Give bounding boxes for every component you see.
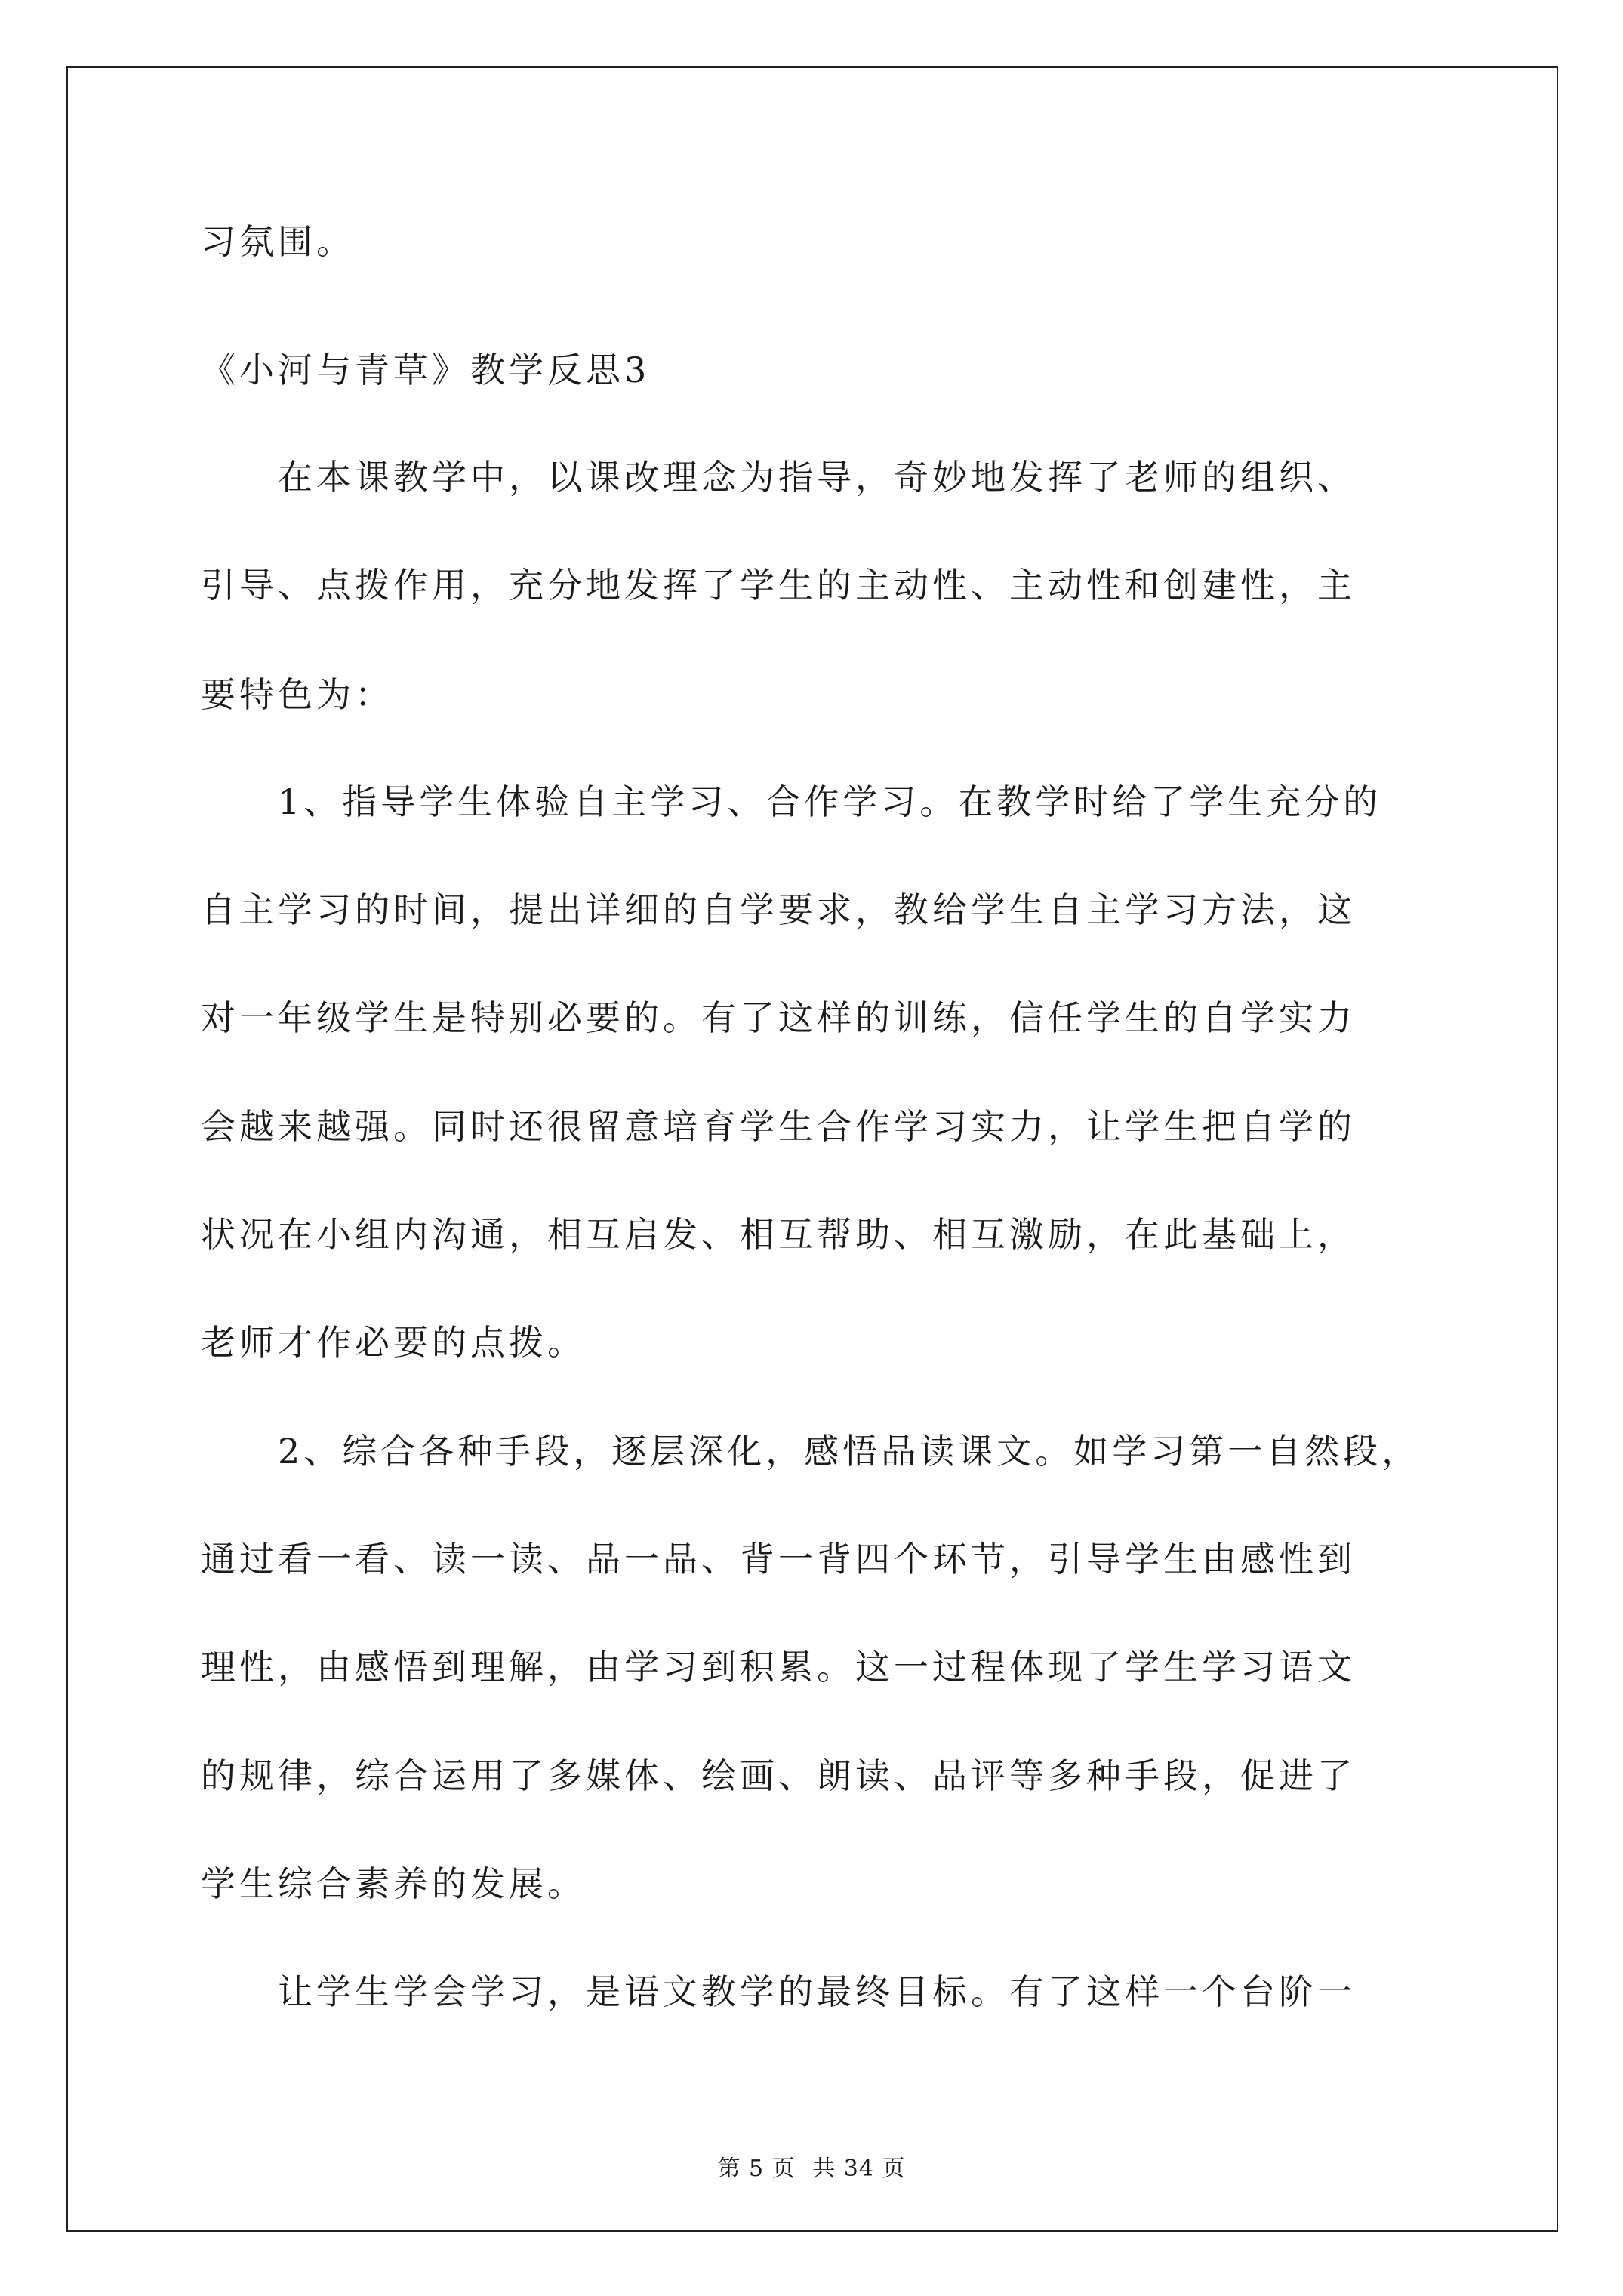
- page-footer: [0, 2154, 1623, 2184]
- text-line: 在本课教学中，以课改理念为指导，奇妙地发挥了老师的组织、: [201, 457, 1356, 498]
- text-line: 引导、点拨作用，充分地发挥了学生的主动性、主动性和创建性，主: [201, 565, 1356, 606]
- section-heading: 《小河与青草》教学反思3: [201, 350, 651, 390]
- text-line: 状况在小组内沟通，相互启发、相互帮助、相互激励，在此基础上，: [201, 1214, 1356, 1255]
- text-line: 对一年级学生是特别必要的。有了这样的训练，信任学生的自学实力: [201, 997, 1356, 1038]
- text-line: 的规律，综合运用了多媒体、绘画、朗读、品评等多种手段，促进了: [201, 1755, 1356, 1796]
- text-line: 通过看一看、读一读、品一品、背一背四个环节，引导学生由感性到: [201, 1539, 1356, 1579]
- text-line: 让学生学会学习，是语文教学的最终目标。有了这样一个台阶一: [201, 1971, 1356, 2012]
- text-line: 自主学习的时间，提出详细的自学要求，教给学生自主学习方法，这: [201, 889, 1356, 930]
- page-number: 第 5 页: [717, 2156, 796, 2182]
- text-line: 理性，由感悟到理解，由学习到积累。这一过程体现了学生学习语文: [201, 1647, 1356, 1687]
- page-total: 共 34 页: [812, 2156, 906, 2182]
- text-line: 习氛围。: [201, 221, 355, 262]
- text-line: 老师才作必要的点拨。: [201, 1322, 586, 1363]
- text-line: 学生综合素养的发展。: [201, 1863, 586, 1904]
- text-line: 会越来越强。同时还很留意培育学生合作学习实力，让学生把自学的: [201, 1106, 1356, 1147]
- text-line: 要特色为：: [201, 674, 393, 715]
- text-line: 1、指导学生体验自主学习、合作学习。在教学时给了学生充分的: [201, 781, 1382, 822]
- text-line: 2、综合各种手段，逐层深化，感悟品读课文。如学习第一自然段，: [201, 1431, 1421, 1472]
